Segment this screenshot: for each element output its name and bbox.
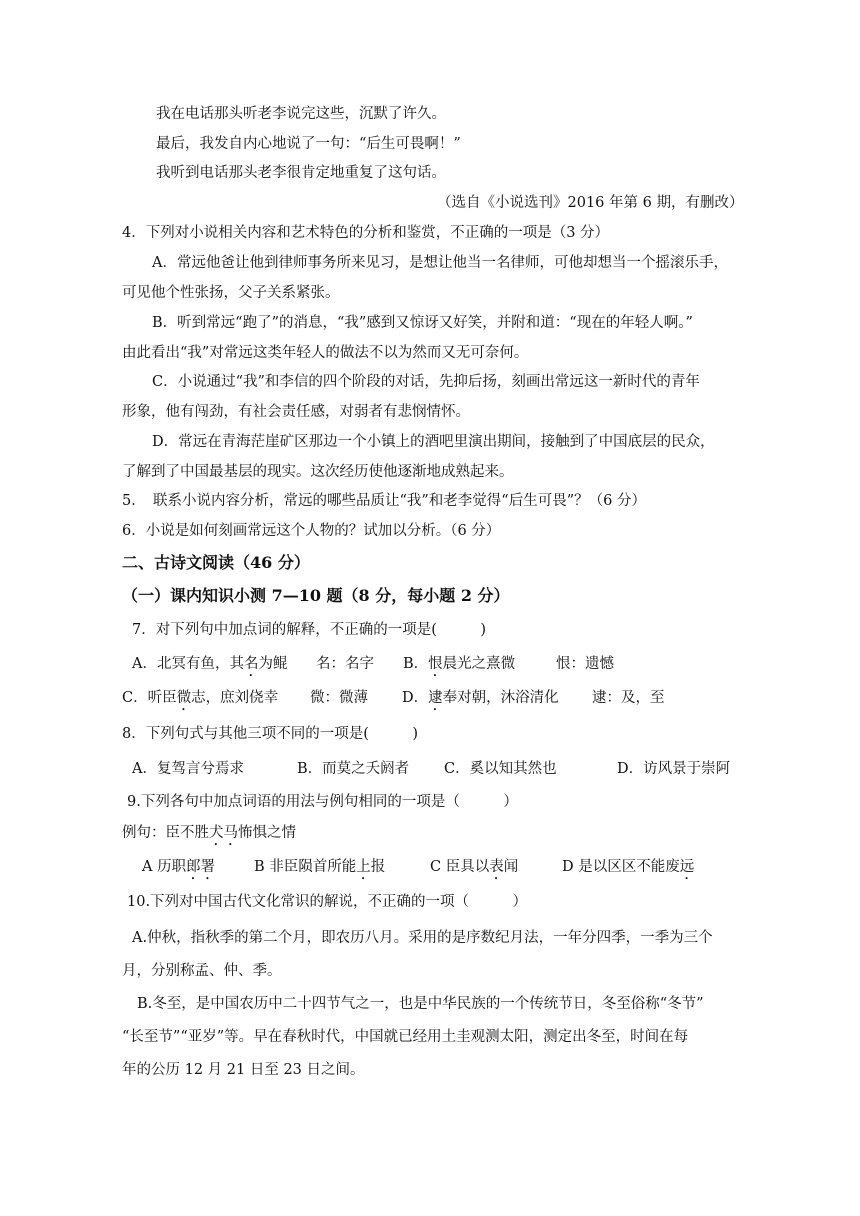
q7-b-explanation: 恨：遗憾 [556,656,614,672]
q7-d-text: D． [402,690,429,706]
q7-d-dotted: 逮 [428,690,443,706]
q8-options [132,759,742,781]
q10-option-b-line3: 年的公历 12 月 21 日至 23 日之间。 [122,1062,365,1078]
q9-a-text: A 历职 [142,859,187,875]
q9-example [122,823,296,849]
q9-b-text: B 非臣陨首所能 [254,859,357,875]
q7-c-explanation: 微：微薄 [310,690,368,706]
q9-example-text-end: 怖惧之情 [238,825,296,841]
q9-d-dotted: 远 [679,859,695,875]
q7-a-text-end: 为鲲 [258,656,288,672]
q9-example-dotted: 犬马 [209,825,238,841]
section2-subtitle: （一）课内知识小测 7—10 题（8 分，每小题 2 分） [122,586,510,605]
q9-b-text-end: 报 [370,859,386,875]
q9-option-a [142,857,215,883]
q9-c-text: C 臣具以 [430,859,490,875]
q7-row-1 [132,654,732,676]
q9-example-text: 例句：臣不胜 [122,825,209,841]
q9-option-b [254,857,385,883]
q9-option-d [562,857,694,883]
q7-b-text-end: 晨光之熹微 [442,656,516,672]
story-source: （选自《小说选刊》2016 年第 6 期，有删改） [437,195,744,211]
story-paragraph-1: 我在电话那头听老李说完这些，沉默了许久。 [156,106,446,122]
q4-option-a-line2: 可见他个性张扬，父子关系紧张。 [122,285,340,301]
q7-c-text: C．听臣 [122,690,177,706]
q7-a-dotted: 名 [243,656,259,672]
q7-d-explanation: 逮：及，至 [592,690,665,706]
q9-option-c [430,857,518,883]
q8-option-d: D．访风景于崇阿 [617,761,731,777]
q4-option-d-line2: 了解到了中国最基层的现实。这次经历使他逐渐地成熟起来。 [122,464,514,480]
q10-stem: 10.下列对中国古代文化常识的解说，不正确的一项（ ） [127,894,528,910]
q8-option-c: C．奚以知其然也 [444,761,557,777]
story-paragraph-3: 我听到电话那头老李很肯定地重复了这句话。 [156,165,446,181]
q7-stem: 7．对下列句中加点词的解释，不正确的一项是( ) [132,622,487,638]
q7-option-b [403,654,515,680]
q7-c-text-end: 志，庶刘侥幸 [191,690,279,706]
q9-options [142,857,742,879]
q10-option-b-line1: B.冬至，是中国农历中二十四节气之一，也是中华民族的一个传统节日，冬至俗称“冬节” [137,996,704,1012]
q7-row-2 [122,688,732,710]
q4-option-b-line2: 由此看出“我”对常远这类年轻人的做法不以为然而又无可奈何。 [122,345,529,361]
q4-option-d-line1: D．常远在青海茫崖矿区那边一个小镇上的酒吧里演出期间，接触到了中国底层的民众， [152,434,715,450]
q7-d-text-end: 奉对朝，沐浴清化 [442,690,559,706]
q7-b-dotted: 恨 [428,656,443,672]
q5-text: 5． 联系小说内容分析，常远的哪些品质让“我”和老李觉得“后生可畏”？（6 分） [122,493,646,509]
q7-option-d [402,688,559,714]
section2-title: 二、古诗文阅读（46 分） [122,553,310,572]
q8-option-a: A．复驾言兮焉求 [132,761,244,777]
q4-option-a-line1: A．常远他爸让他到律师事务所来见习，是想让他当一名律师，可他却想当一个摇滚乐手， [152,255,728,271]
q10-option-a-line2: 月，分别称孟、仲、季。 [122,963,282,979]
q4-option-c-line2: 形象，他有闯劲，有社会责任感，对弱者有悲悯情怀。 [122,404,470,420]
q10-option-b-line2: “长至节”“亚岁”等。早在春秋时代，中国就已经用土圭观测太阳，测定出冬至，时间在每 [122,1029,689,1045]
q9-d-text: D 是以区区不能废 [562,859,680,875]
q9-c-text-end: 闻 [503,859,519,875]
q9-c-dotted: 表 [489,859,504,875]
q8-option-b: B．而莫之夭阏者 [297,761,410,777]
q4-stem: 4．下列对小说相关内容和艺术特色的分析和鉴赏，不正确的一项是（3 分） [122,225,610,241]
q7-option-a [132,654,287,680]
q4-option-c-line1: C．小说通过“我”和李信的四个阶段的对话，先抑后扬，刻画出常远这一新时代的青年 [152,374,700,390]
q8-stem: 8．下列句式与其他三项不同的一项是( ) [122,726,419,742]
q4-option-b-line1: B．听到常远“跑了”的消息，“我”感到又惊讶又好笑，并附和道：“现在的年轻人啊。” [152,315,693,331]
q10-option-a-line1: A.仲秋，指秋季的第二个月，即农历八月。采用的是序数纪月法，一年分四季，一季为三个 [132,930,713,946]
q7-b-text: B． [403,656,429,672]
q7-a-explanation: 名：名字 [316,656,374,672]
q7-a-text: A．北冥有鱼，其 [132,656,244,672]
story-paragraph-2: 最后，我发自内心地说了一句：“后生可畏啊！” [156,136,461,152]
q9-a-dotted: 郎署 [186,859,216,875]
q9-stem: 9.下列各句中加点词语的用法与例句相同的一项是（ ） [127,794,518,810]
q9-b-dotted: 上 [356,859,371,875]
q7-c-dotted: 微 [176,690,192,706]
q7-option-c [122,688,278,714]
q6-text: 6．小说是如何刻画常远这个人物的？试加以分析。（6 分） [122,523,501,539]
